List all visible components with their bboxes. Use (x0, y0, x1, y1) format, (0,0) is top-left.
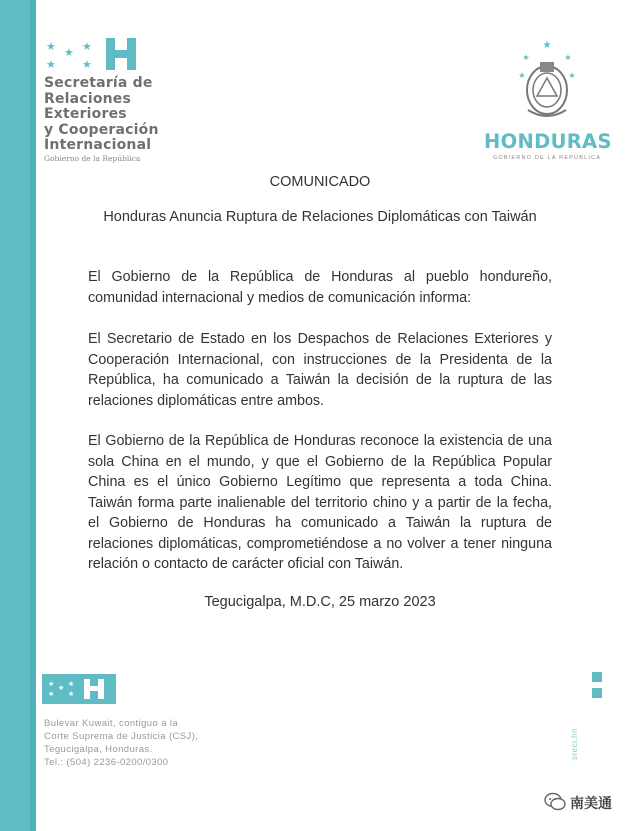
document-subtitle: Honduras Anuncia Ruptura de Relaciones Diplomáticas con Taiwán (103, 209, 537, 225)
address-line: Corte Suprema de Justicia (CSJ), (44, 731, 199, 742)
side-accent-bar (0, 0, 36, 831)
footer-address (44, 717, 198, 769)
side-accent-stripe (30, 0, 36, 831)
ministry-name-line: Exteriores (44, 106, 127, 122)
coat-of-arms-icon (516, 38, 578, 124)
ministry-name-line: Relaciones (44, 90, 132, 107)
document-title: COMUNICADO (269, 174, 371, 190)
ministry-name (44, 76, 159, 154)
paragraph: El Gobierno de la República de Honduras al pueblo hondureño, comunidad internacional y medios de comunicación informa: (88, 269, 552, 306)
paragraph: El Gobierno de la República de Honduras reconoce la existencia de una sola China en el mundo, y que el Gobierno de la República Popular China es el único Gobierno Legítimo que representa a toda China. Taiwán forma parte inalienable del territorio chino y a partir de la fecha, el Gobierno de Honduras ha comunicado a Taiwán la ruptura de relaciones diplomáticas, comprometiéndose a no volver a tener ninguna relación o contacto de carácter oficial con Taiwán. (88, 433, 552, 572)
website-link[interactable]: sreci.hn (570, 727, 579, 760)
place-date: Tegucigalpa, M.D.C, 25 marzo 2023 (204, 594, 436, 610)
stars-icon: ★ ★ ★ ★ ★ (46, 41, 92, 71)
svg-text:★: ★ (564, 53, 572, 62)
svg-text:★: ★ (518, 71, 526, 80)
watermark-text: 南美通 (570, 796, 612, 812)
svg-text:★: ★ (522, 53, 530, 62)
address-line: Tegucigalpa, Honduras. (44, 744, 153, 755)
svg-text:★: ★ (568, 71, 576, 80)
address-line: Tel.: (504) 2236-0200/0300 (44, 757, 169, 768)
honduras-logo (482, 38, 612, 168)
footer-logo (42, 674, 116, 704)
ministry-logo (44, 38, 194, 168)
paragraph: El Secretario de Estado en los Despachos de Relaciones Exteriores y Cooperación Internacional, con instrucciones de la Presidenta de la República, ha comunicado a Taiwán la decisión de la ruptura de las relaciones diplomáticas entre ambos. (88, 331, 552, 409)
h-monogram-icon (84, 679, 104, 699)
honduras-subtitle: GOBIERNO DE LA REPÚBLICA (492, 155, 602, 161)
footer-squares-decor (592, 672, 606, 704)
ministry-subtitle: Gobierno de la República (44, 154, 141, 163)
ministry-name-line: Internacional (44, 137, 152, 153)
stars-icon: ★ ★ ★ ★ ★ (48, 681, 75, 698)
address-line: Bulevar Kuwait, contiguo a la (44, 718, 179, 729)
svg-text:★: ★ (542, 40, 552, 51)
h-monogram-icon (106, 38, 136, 70)
ministry-name-line: Secretaría de (44, 75, 153, 91)
ministry-name-line: y Cooperación (44, 121, 159, 138)
watermark (540, 790, 630, 814)
wechat-icon (544, 792, 566, 812)
honduras-wordmark: HONDURAS (484, 130, 612, 153)
